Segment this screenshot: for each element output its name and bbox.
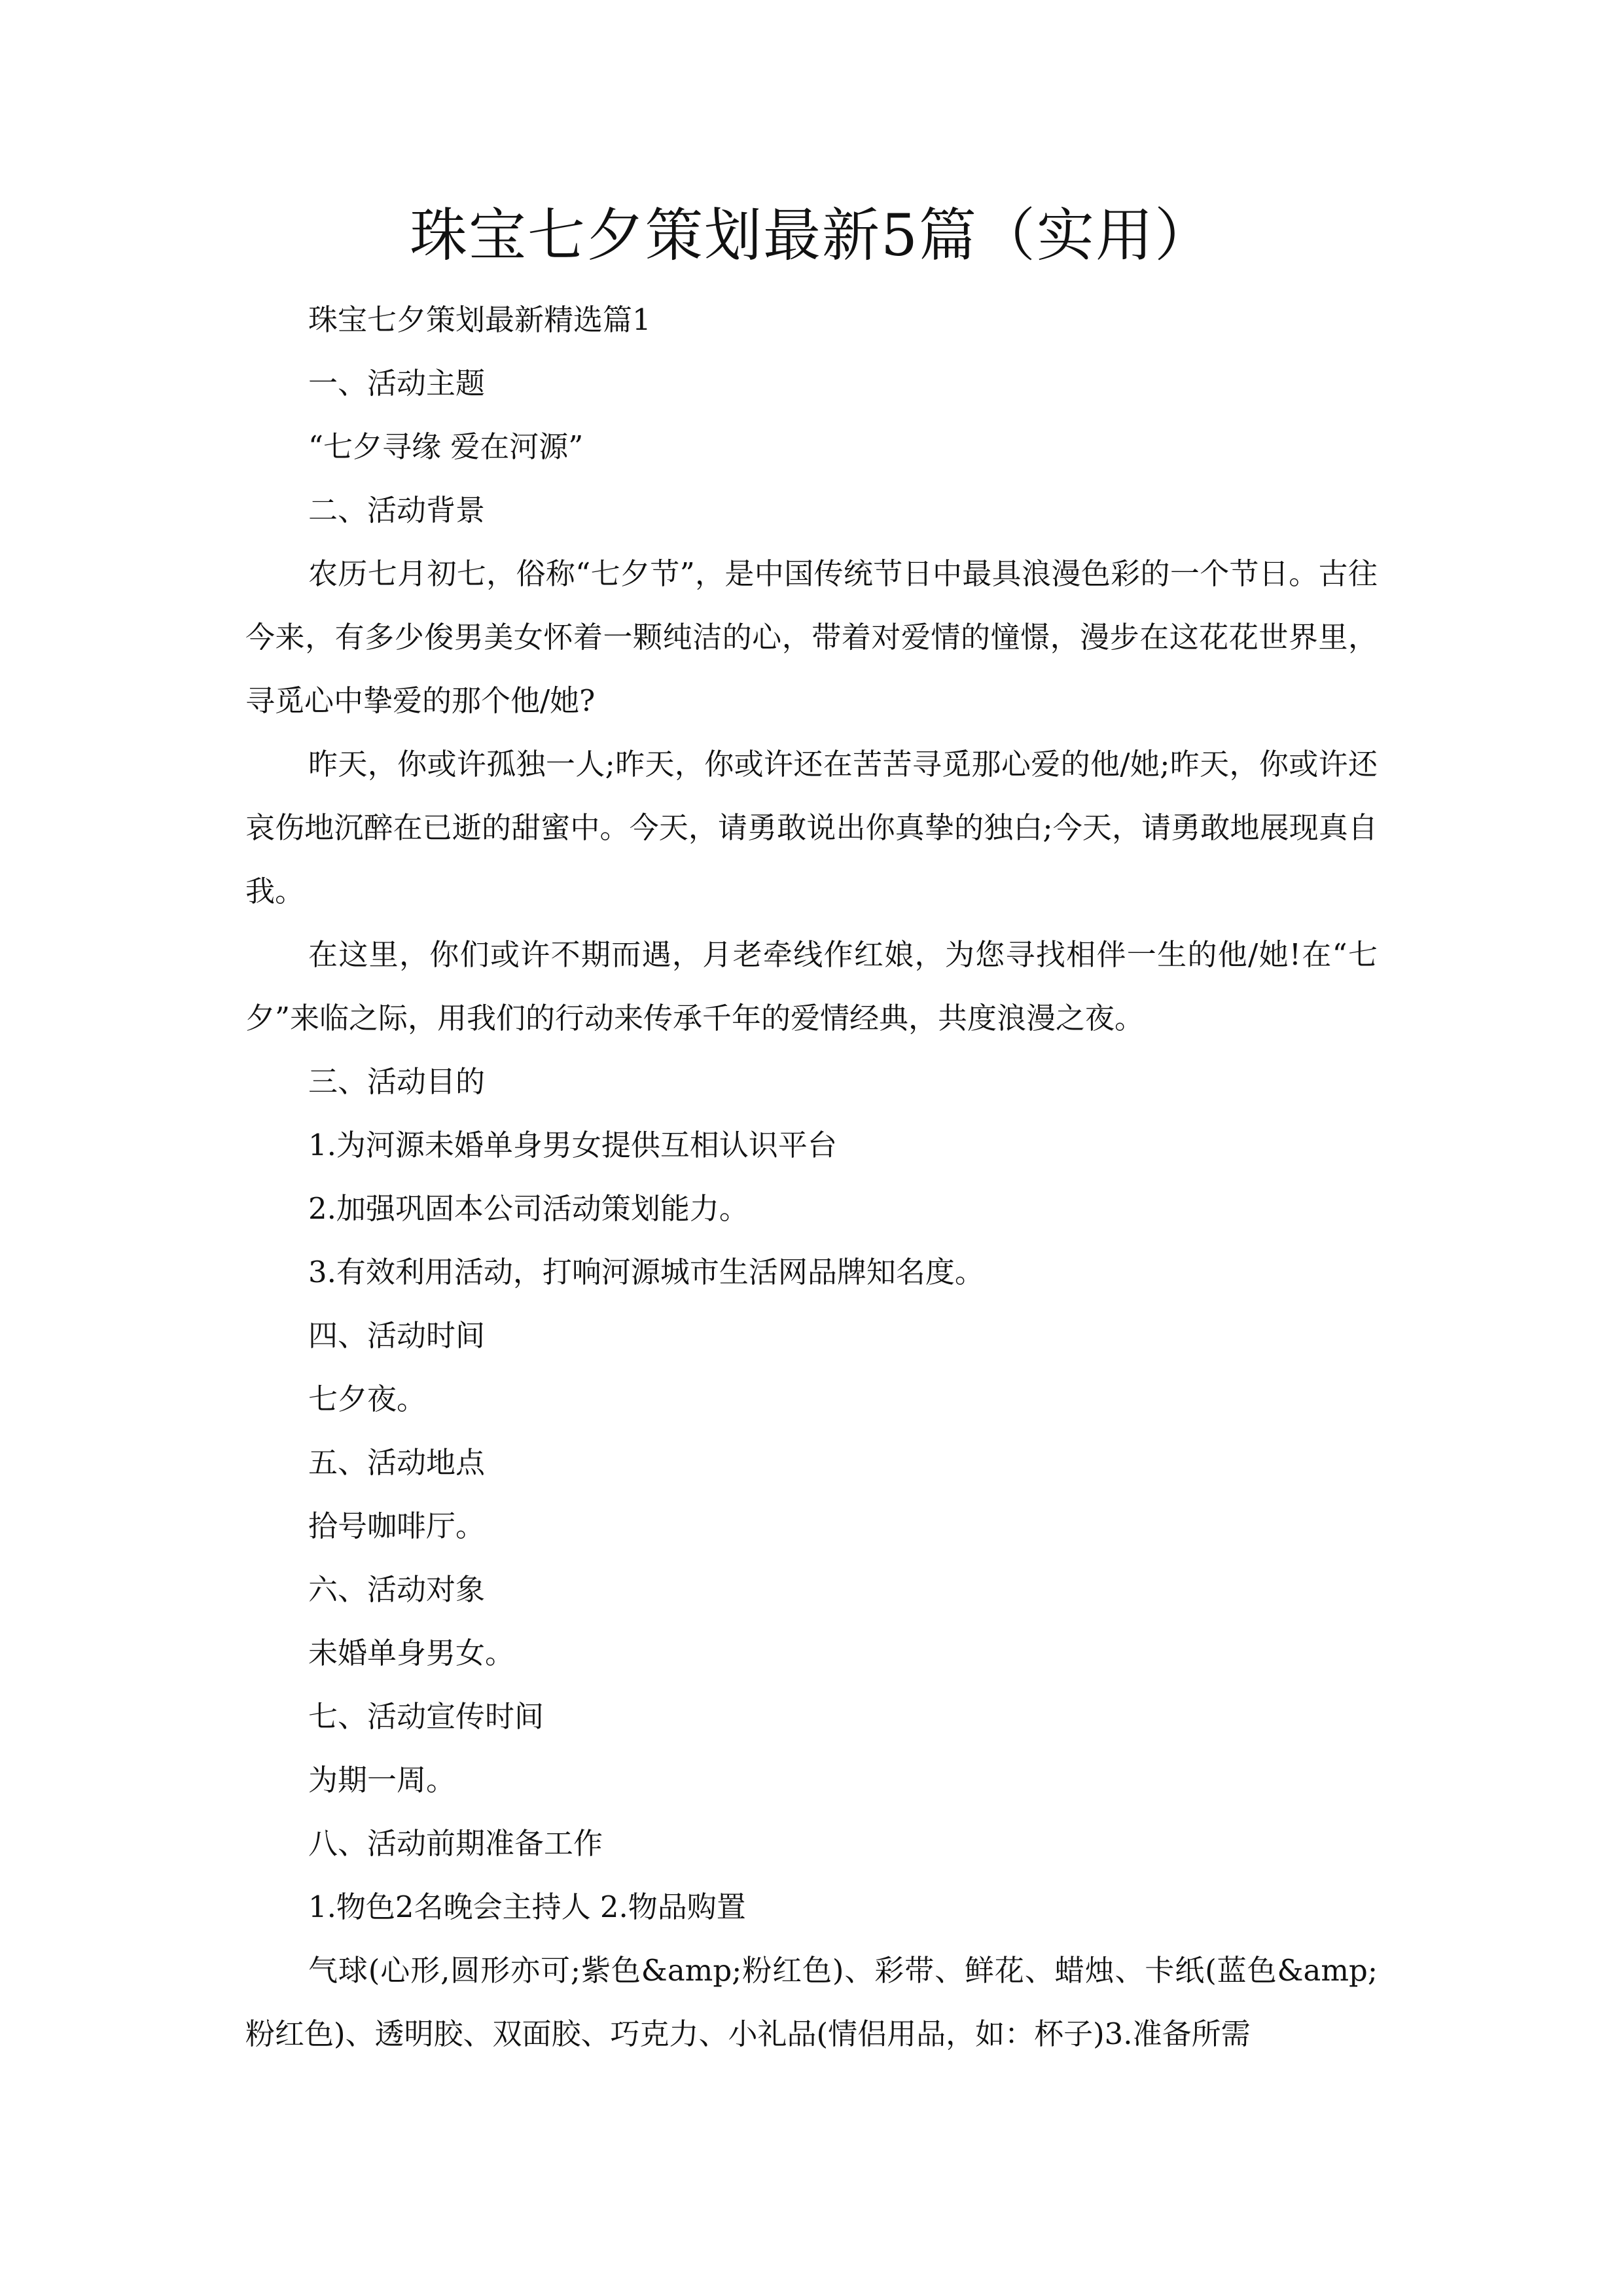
section-heading: 七、活动宣传时间 <box>308 1699 544 1734</box>
paragraph: 昨天，你或许孤独一人;昨天，你或许还在苦苦寻觅那心爱的他/她;昨天，你或许还哀伤地沉醉在已逝的甜蜜中。今天，请勇敢说出你真挚的独白;今天，请勇敢地展现真自我。 <box>245 747 1378 908</box>
paragraph: 在这里，你们或许不期而遇，月老牵线作红娘，为您寻找相伴一生的他/她!在“七夕”来临之际，用我们的行动来传承千年的爱情经典，共度浪漫之夜。 <box>245 937 1378 1035</box>
paragraph: 气球(心形,圆形亦可;紫色&amp;粉红色)、彩带、鲜花、蜡烛、卡纸(蓝色&amp;粉红色)、透明胶、双面胶、巧克力、小礼品(情侣用品，如：杯子)3.准备所需 <box>245 1953 1378 2051</box>
paragraph: 七夕夜。 <box>308 1382 427 1416</box>
section-heading: 珠宝七夕策划最新精选篇1 <box>308 302 651 337</box>
section-heading: 一、活动主题 <box>308 366 486 401</box>
list-item: 1.物色2名晚会主持人 2.物品购置 <box>308 1890 746 1924</box>
paragraph: 未婚单身男女。 <box>308 1636 515 1670</box>
document-title: 珠宝七夕策划最新5篇（实用） <box>410 202 1213 269</box>
paragraph: 农历七月初七，俗称“七夕节”，是中国传统节日中最具浪漫色彩的一个节日。古往今来，有多少俊男美女怀着一颗纯洁的心，带着对爱情的憧憬，漫步在这花花世界里，寻觅心中挚爱的那个他/她? <box>245 556 1378 718</box>
section-heading: 四、活动时间 <box>308 1318 486 1353</box>
paragraph: “七夕寻缘 爱在河源” <box>308 429 584 464</box>
list-item: 2.加强巩固本公司活动策划能力。 <box>308 1191 749 1226</box>
section-heading: 二、活动背景 <box>308 493 486 528</box>
list-item: 1.为河源未婚单身男女提供互相认识平台 <box>308 1128 837 1162</box>
section-heading: 八、活动前期准备工作 <box>308 1826 603 1861</box>
list-item: 3.有效利用活动，打响河源城市生活网品牌知名度。 <box>308 1255 984 1289</box>
section-heading: 五、活动地点 <box>308 1445 486 1480</box>
document-body <box>245 288 1378 2066</box>
section-heading: 六、活动对象 <box>308 1572 486 1607</box>
paragraph: 为期一周。 <box>308 1763 456 1797</box>
section-heading: 三、活动目的 <box>308 1064 486 1099</box>
paragraph: 拾号咖啡厅。 <box>308 1509 486 1543</box>
